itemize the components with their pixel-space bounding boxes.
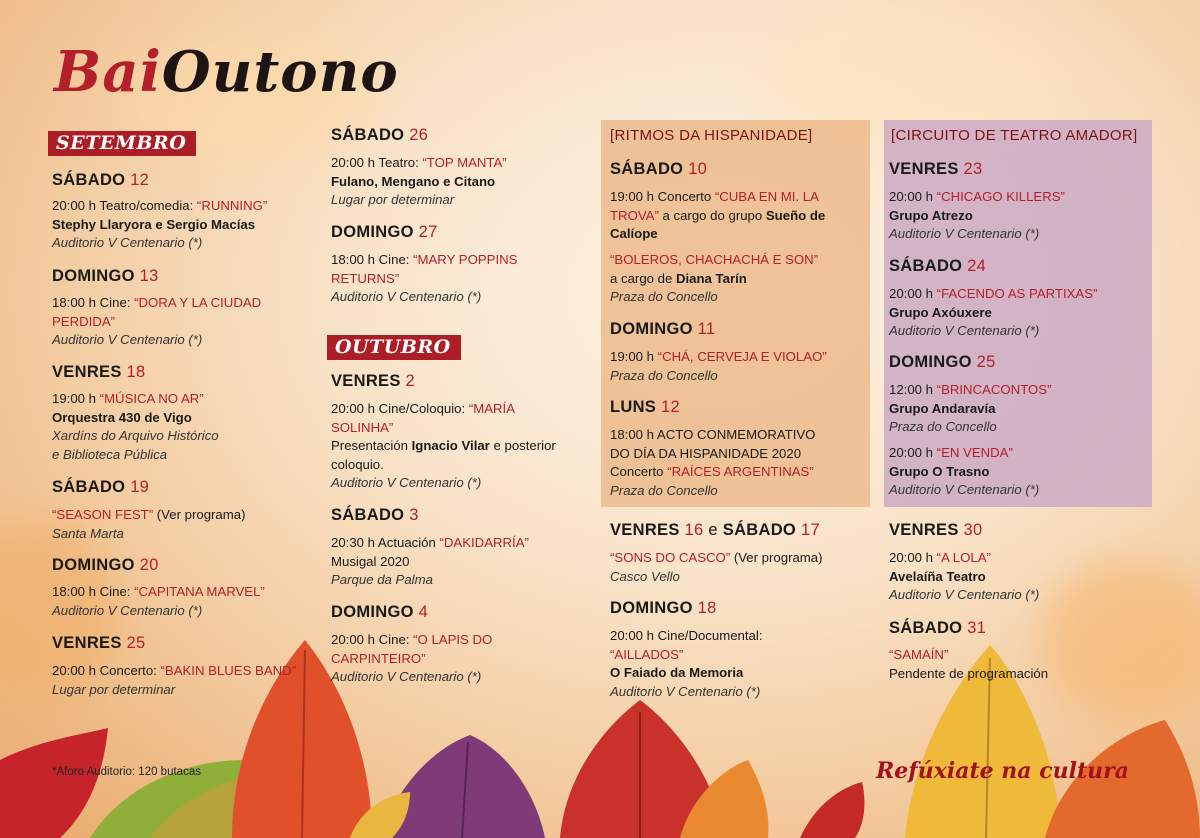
- event-time: 18:00 h ACTO CONMEMORATIVO: [610, 427, 816, 442]
- event-performer: Sueño de Calíope: [610, 207, 826, 241]
- event-performer: Orquestra 430 de Vigo: [52, 409, 192, 425]
- event-title: “MÚSICA NO AR”: [99, 391, 204, 406]
- event-detail: e posterior coloquio.: [331, 438, 556, 472]
- day-heading: [52, 267, 159, 286]
- event: [52, 583, 307, 620]
- event: [889, 646, 1144, 683]
- event-performer: Avelaíña Teatro: [889, 568, 986, 584]
- day-number: 30: [963, 521, 983, 539]
- day-number: 10: [688, 160, 708, 178]
- weekday: DOMINGO: [52, 556, 135, 574]
- box-header-teatro: [CIRCUITO DE TEATRO AMADOR]: [891, 127, 1138, 144]
- event-time: 20:00 h Teatro/comedia:: [52, 198, 197, 213]
- event: [889, 188, 1144, 244]
- event-venue: Xardíns do Arquivo Histórico: [52, 428, 219, 443]
- event-venue: Praza do Concello: [889, 419, 997, 434]
- event-venue: e Biblioteca Pública: [52, 446, 168, 462]
- event-performer: O Faiado da Memoria: [610, 665, 744, 680]
- event-venue: Casco Vello: [610, 568, 680, 584]
- day-number: 18: [126, 363, 146, 381]
- event-time: 12:00 h: [889, 382, 937, 397]
- event-title: “DAKIDARRÍA”: [439, 535, 529, 550]
- event: [889, 285, 1144, 341]
- event-detail: Musigal 2020: [331, 553, 410, 569]
- event-title: “CAPITANA MARVEL”: [134, 584, 265, 599]
- event-time: 20:00 h Teatro:: [331, 155, 423, 170]
- weekday: SÁBADO: [52, 171, 126, 189]
- day-number: 19: [130, 478, 150, 496]
- event-title: “BRINCACONTOS”: [936, 382, 1052, 397]
- event: [52, 197, 307, 253]
- event-performer: Grupo Axóuxere: [889, 304, 992, 320]
- event-venue: Lugar por determinar: [331, 192, 455, 207]
- event-venue: Parque da Palma: [331, 572, 433, 587]
- weekday: SÁBADO: [722, 521, 797, 539]
- weekday: VENRES: [52, 634, 122, 652]
- day-heading: [331, 223, 438, 242]
- logo: [54, 39, 399, 105]
- day-number: 3: [409, 506, 419, 524]
- month-label-setembro: SETEMBRO: [48, 131, 196, 156]
- weekday: SÁBADO: [331, 126, 405, 144]
- weekday: DOMINGO: [610, 599, 693, 617]
- day-heading: [610, 398, 680, 417]
- event: [889, 444, 1144, 500]
- event-title: “BOLEROS, CHACHACHÁ E SON”: [610, 252, 819, 267]
- logo-part-2: Outono: [161, 39, 399, 105]
- event: [610, 188, 855, 244]
- day-number: 12: [130, 171, 150, 189]
- event-title: “RUNNING”: [196, 198, 268, 213]
- event-performer: Stephy Llaryora e Sergio Macías: [52, 216, 256, 232]
- day-number: 13: [139, 267, 159, 285]
- event-title: “TOP MANTA”: [422, 155, 507, 170]
- day-heading: [52, 478, 149, 497]
- logo-part-1: Bai: [54, 39, 162, 105]
- event-title: “MARY POPPINS RETURNS”: [331, 252, 518, 286]
- day-heading: [610, 521, 820, 540]
- event-detail: Concerto: [610, 464, 668, 479]
- weekday: SÁBADO: [889, 619, 963, 637]
- event-time: 20:00 h: [889, 189, 937, 204]
- day-number: 17: [800, 521, 820, 539]
- day-heading: [889, 160, 983, 179]
- event-performer: Grupo Andaravía: [889, 400, 996, 416]
- weekday: LUNS: [610, 398, 657, 416]
- event: [331, 534, 586, 590]
- day-heading: [52, 634, 146, 653]
- day-conjunction: e: [708, 521, 718, 539]
- event-venue: Auditorio V Centenario (*): [331, 475, 482, 490]
- event-title: “EN VENDA”: [936, 445, 1013, 460]
- day-number: 11: [697, 320, 716, 338]
- event: [52, 390, 307, 464]
- event-venue: Lugar por determinar: [52, 681, 176, 697]
- event: [889, 381, 1144, 437]
- day-heading: [889, 619, 986, 638]
- day-heading: [331, 603, 428, 622]
- event-title: “SEASON FEST”: [52, 507, 154, 522]
- event: [610, 627, 865, 701]
- day-number: 18: [697, 599, 717, 617]
- event-time: 20:00 h Concerto:: [52, 663, 161, 678]
- day-number: 25: [976, 353, 996, 371]
- day-number: 16: [684, 521, 704, 539]
- weekday: SÁBADO: [331, 506, 405, 524]
- event-venue: Auditorio V Centenario (*): [889, 226, 1040, 241]
- event-time: 19:00 h: [610, 349, 658, 364]
- event: [610, 251, 865, 307]
- event: [610, 348, 865, 385]
- event-detail: a cargo do grupo: [658, 207, 766, 223]
- event-title: “SONS DO CASCO”: [610, 550, 731, 565]
- weekday: SÁBADO: [52, 478, 126, 496]
- event-time: 20:00 h: [889, 550, 937, 565]
- event-performer: Grupo O Trasno: [889, 463, 990, 479]
- weekday: VENRES: [889, 521, 959, 539]
- event-note: (Ver programa): [730, 550, 823, 565]
- event-time: 20:00 h Cine/Coloquio:: [331, 401, 469, 416]
- event-time: 19:00 h: [52, 391, 100, 406]
- event-venue: Praza do Concello: [610, 482, 718, 498]
- weekday: VENRES: [52, 363, 122, 381]
- day-heading: [610, 599, 717, 618]
- event-title: “FACENDO AS PARTIXAS”: [936, 286, 1098, 301]
- box-header-hispanidade: [RITMOS DA HISPANIDADE]: [610, 127, 813, 144]
- event: [331, 251, 571, 307]
- day-heading: [889, 521, 983, 540]
- event: [331, 400, 576, 493]
- event-title: “DORA Y LA CIUDAD PERDIDA”: [52, 295, 262, 329]
- event-title: “CHÁ, CERVEJA E VIOLAO”: [657, 349, 827, 364]
- event-performer: Ignacio Vilar: [411, 438, 490, 453]
- weekday: DOMINGO: [889, 353, 972, 371]
- event-venue: Auditorio V Centenario (*): [52, 602, 203, 618]
- event-time: 20:00 h Cine:: [331, 632, 414, 647]
- weekday: DOMINGO: [52, 267, 135, 285]
- day-heading: [331, 372, 415, 391]
- day-heading: [52, 171, 149, 190]
- event-time: 18:00 h Cine:: [331, 252, 414, 267]
- event-time: 20:00 h: [889, 286, 937, 301]
- weekday: DOMINGO: [331, 603, 414, 621]
- event-title: “RAÍCES ARGENTINAS”: [667, 464, 814, 479]
- day-number: 23: [963, 160, 983, 178]
- day-number: 27: [418, 223, 438, 241]
- event-detail: DO DÍA DA HISPANIDADE 2020: [610, 445, 802, 461]
- event-title: “BAKIN BLUES BAND”: [160, 663, 297, 678]
- event-venue: Auditorio V Centenario (*): [52, 332, 203, 347]
- event-title: “SAMAÍN”: [889, 647, 949, 662]
- day-number: 20: [139, 556, 159, 574]
- day-heading: [52, 556, 159, 575]
- leaf-red-right-small: [800, 782, 864, 838]
- capacity-note: *Aforo Auditorio: 120 butacas: [52, 766, 201, 778]
- event-time: 18:00 h Cine:: [52, 584, 135, 599]
- weekday: DOMINGO: [331, 223, 414, 241]
- event: [52, 506, 307, 543]
- event-venue: Auditorio V Centenario (*): [52, 235, 203, 250]
- event-title: “A LOLA”: [936, 550, 991, 565]
- day-number: 4: [418, 603, 429, 621]
- leaf-red-left: [0, 728, 108, 838]
- event-title: “MARÍA SOLINHA”: [331, 401, 515, 435]
- day-heading: [610, 160, 707, 179]
- event-detail: Presentación: [331, 438, 412, 453]
- event-venue: Auditorio V Centenario (*): [331, 289, 482, 304]
- day-number: 2: [405, 372, 416, 390]
- weekday: SÁBADO: [610, 160, 684, 178]
- event-note: (Ver programa): [153, 507, 246, 522]
- day-heading: [610, 320, 715, 339]
- weekday: DOMINGO: [610, 320, 693, 338]
- event: [331, 154, 586, 210]
- weekday: SÁBADO: [889, 257, 963, 275]
- event-title: “CHICAGO KILLERS”: [936, 189, 1065, 204]
- weekday: VENRES: [610, 521, 680, 539]
- weekday: VENRES: [331, 372, 401, 390]
- month-label-outubro: OUTUBRO: [327, 335, 461, 360]
- day-heading: [331, 506, 419, 525]
- event-time: 20:00 h: [889, 445, 937, 460]
- day-number: 25: [126, 634, 146, 652]
- day-number: 26: [409, 126, 429, 144]
- event-performer: Fulano, Mengano e Citano: [331, 173, 496, 189]
- event: [52, 662, 297, 699]
- event: [889, 549, 1144, 605]
- event-venue: Auditorio V Centenario (*): [331, 669, 482, 684]
- day-number: 24: [967, 257, 987, 275]
- day-number: 31: [967, 619, 987, 637]
- event: [52, 294, 302, 350]
- event-title: “AILLADOS”: [610, 646, 684, 662]
- event-performer: Diana Tarín: [675, 270, 747, 286]
- event-time: 20:00 h Cine/Documental:: [610, 628, 763, 643]
- event-venue: Auditorio V Centenario (*): [889, 323, 1040, 338]
- day-number: 12: [661, 398, 680, 416]
- event-time: 19:00 h Concerto: [610, 189, 715, 204]
- event-title: “CUBA EN MI. LA TROVA”: [610, 189, 819, 223]
- event: [610, 426, 860, 500]
- event-performer: Grupo Atrezo: [889, 207, 973, 223]
- event: [331, 631, 551, 687]
- weekday: VENRES: [889, 160, 959, 178]
- event-venue: Praza do Concello: [610, 367, 718, 383]
- event-venue: Praza do Concello: [610, 289, 718, 304]
- event-detail: Pendente de programación: [889, 665, 1049, 681]
- day-heading: [331, 126, 428, 145]
- day-heading: [889, 257, 986, 276]
- slogan: Refúxiate na cultura: [876, 758, 1129, 784]
- event-venue: Auditorio V Centenario (*): [610, 683, 761, 699]
- event: [610, 549, 865, 586]
- event-venue: Auditorio V Centenario (*): [889, 587, 1040, 602]
- event-title: “O LAPIS DO CARPINTEIRO”: [331, 632, 493, 666]
- event-detail: a cargo de: [610, 270, 676, 286]
- day-heading: [889, 353, 996, 372]
- event-venue: Auditorio V Centenario (*): [889, 482, 1040, 497]
- event-time: 18:00 h Cine:: [52, 295, 135, 310]
- day-heading: [52, 363, 146, 382]
- event-venue: Santa Marta: [52, 525, 124, 541]
- event-time: 20:30 h Actuación: [331, 535, 440, 550]
